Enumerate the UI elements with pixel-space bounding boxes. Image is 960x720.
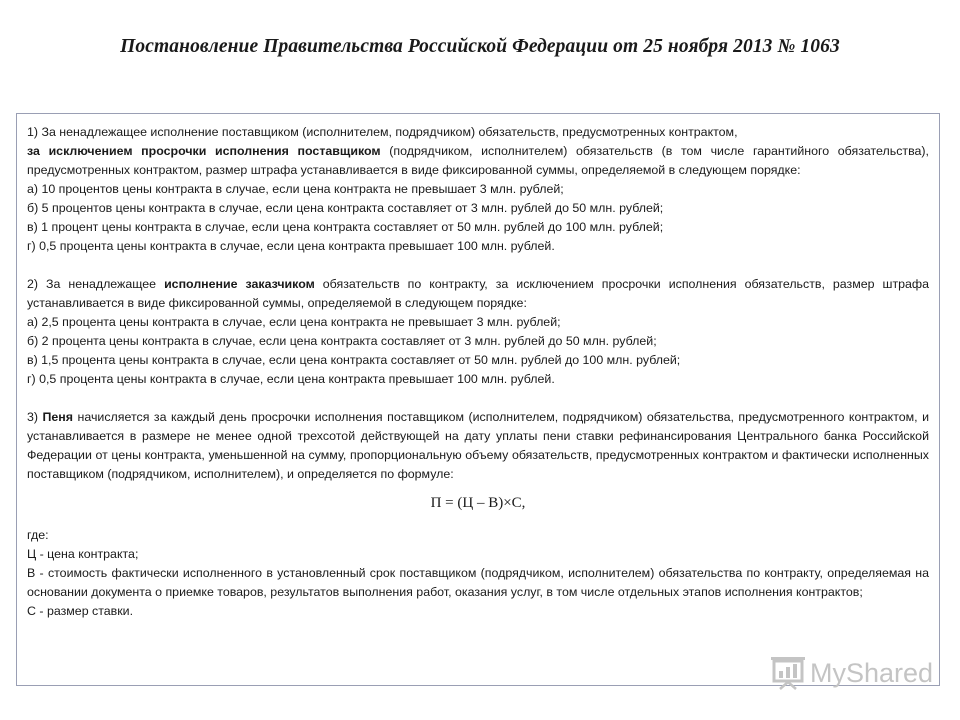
- document-body: [27, 123, 929, 621]
- section2-intro-pre: 2) За ненадлежащее: [27, 277, 165, 291]
- section3-intro-pre: 3): [27, 410, 43, 424]
- section2-intro-bold: исполнение заказчиком: [164, 277, 315, 291]
- section2-intro: [27, 275, 929, 313]
- section1-intro-text: 1) За ненадлежащее исполнение поставщиком (исполнителем, подрядчиком) обязательств, предусмотренных контрактом,: [27, 125, 738, 139]
- section1-item-c: в) 1 процент цены контракта в случае, если цена контракта составляет от 50 млн. рублей до 100 млн. рублей;: [27, 220, 664, 234]
- projector-screen-icon: [768, 656, 808, 690]
- section2-item-b: б) 2 процента цены контракта в случае, если цена контракта составляет от 3 млн. рублей до 50 млн. рублей;: [27, 334, 657, 348]
- section2-item-a: а) 2,5 процента цены контракта в случае, если цена контракта не превышает 3 млн. рублей;: [27, 315, 561, 329]
- section2-item-d: г) 0,5 процента цены контракта в случае, если цена контракта превышает 100 млн. рублей.: [27, 372, 555, 386]
- section1-intro-rest: (подрядчиком, исполнителем) обязательств (в том числе гарантийного обязательства), предусмотренных контрактом, размер штрафа устанавливается в виде фиксированной суммы, определяемой в следующем порядке:: [27, 144, 929, 177]
- section2-item-c: в) 1,5 процента цены контракта в случае, если цена контракта составляет от 50 млн. рублей до 100 млн. рублей;: [27, 353, 681, 367]
- formula-def-s: С - размер ставки.: [27, 604, 134, 618]
- section1-item-d: г) 0,5 процента цены контракта в случае, если цена контракта превышает 100 млн. рублей.: [27, 239, 555, 253]
- formula-def-c: Ц - цена контракта;: [27, 547, 139, 561]
- page-title: Постановление Правительства Российской Федерации от 25 ноября 2013 № 1063: [120, 36, 840, 57]
- section1-item-b: б) 5 процентов цены контракта в случае, если цена контракта составляет от 3 млн. рублей до 50 млн. рублей;: [27, 201, 664, 215]
- formula-where: где:: [27, 528, 49, 542]
- section1-item-a: а) 10 процентов цены контракта в случае, если цена контракта не превышает 3 млн. рублей;: [27, 182, 564, 196]
- document-frame: [16, 113, 940, 686]
- section2-intro-rest: обязательств по контракту, за исключением просрочки исполнения обязательств, размер штрафа устанавливается в виде фиксированной суммы, определяемой в следующем порядке:: [27, 277, 929, 310]
- paragraph-gap: [27, 256, 929, 275]
- section1-intro-bold: за исключением просрочки исполнения поставщиком: [27, 144, 381, 158]
- watermark: [768, 656, 933, 690]
- formula-def-v: В - стоимость фактически исполненного в установленный срок поставщиком (подрядчиком, исполнителем) обязательства по контракту, определяемая на основании документа о приемке товаров, результатов выполнения работ, оказания услуг, в том числе отдельных этапов исполнения контрактов;: [27, 566, 929, 599]
- section3-intro: [27, 408, 929, 484]
- paragraph-gap: [27, 389, 929, 408]
- penalty-formula: П = (Ц – В)×С,: [430, 495, 526, 511]
- watermark-text: MyShared: [810, 657, 934, 688]
- section1-intro: [27, 123, 929, 180]
- section3-intro-rest: начисляется за каждый день просрочки исполнения поставщиком (исполнителем, подрядчиком) обязательства, предусмотренного контрактом, и устанавливается в размере не менее одной трехсотой действующей на дату уплаты пени ставки рефинансирования Центрального банка Российской Федерации от цены контракта, уменьшенной на сумму, пропорциональную объему обязательств, предусмотренных контрактом и фактически исполненных поставщиком (подрядчиком, исполнителем), и определяется по формуле:: [27, 410, 930, 481]
- section3-intro-bold: Пеня: [42, 410, 74, 424]
